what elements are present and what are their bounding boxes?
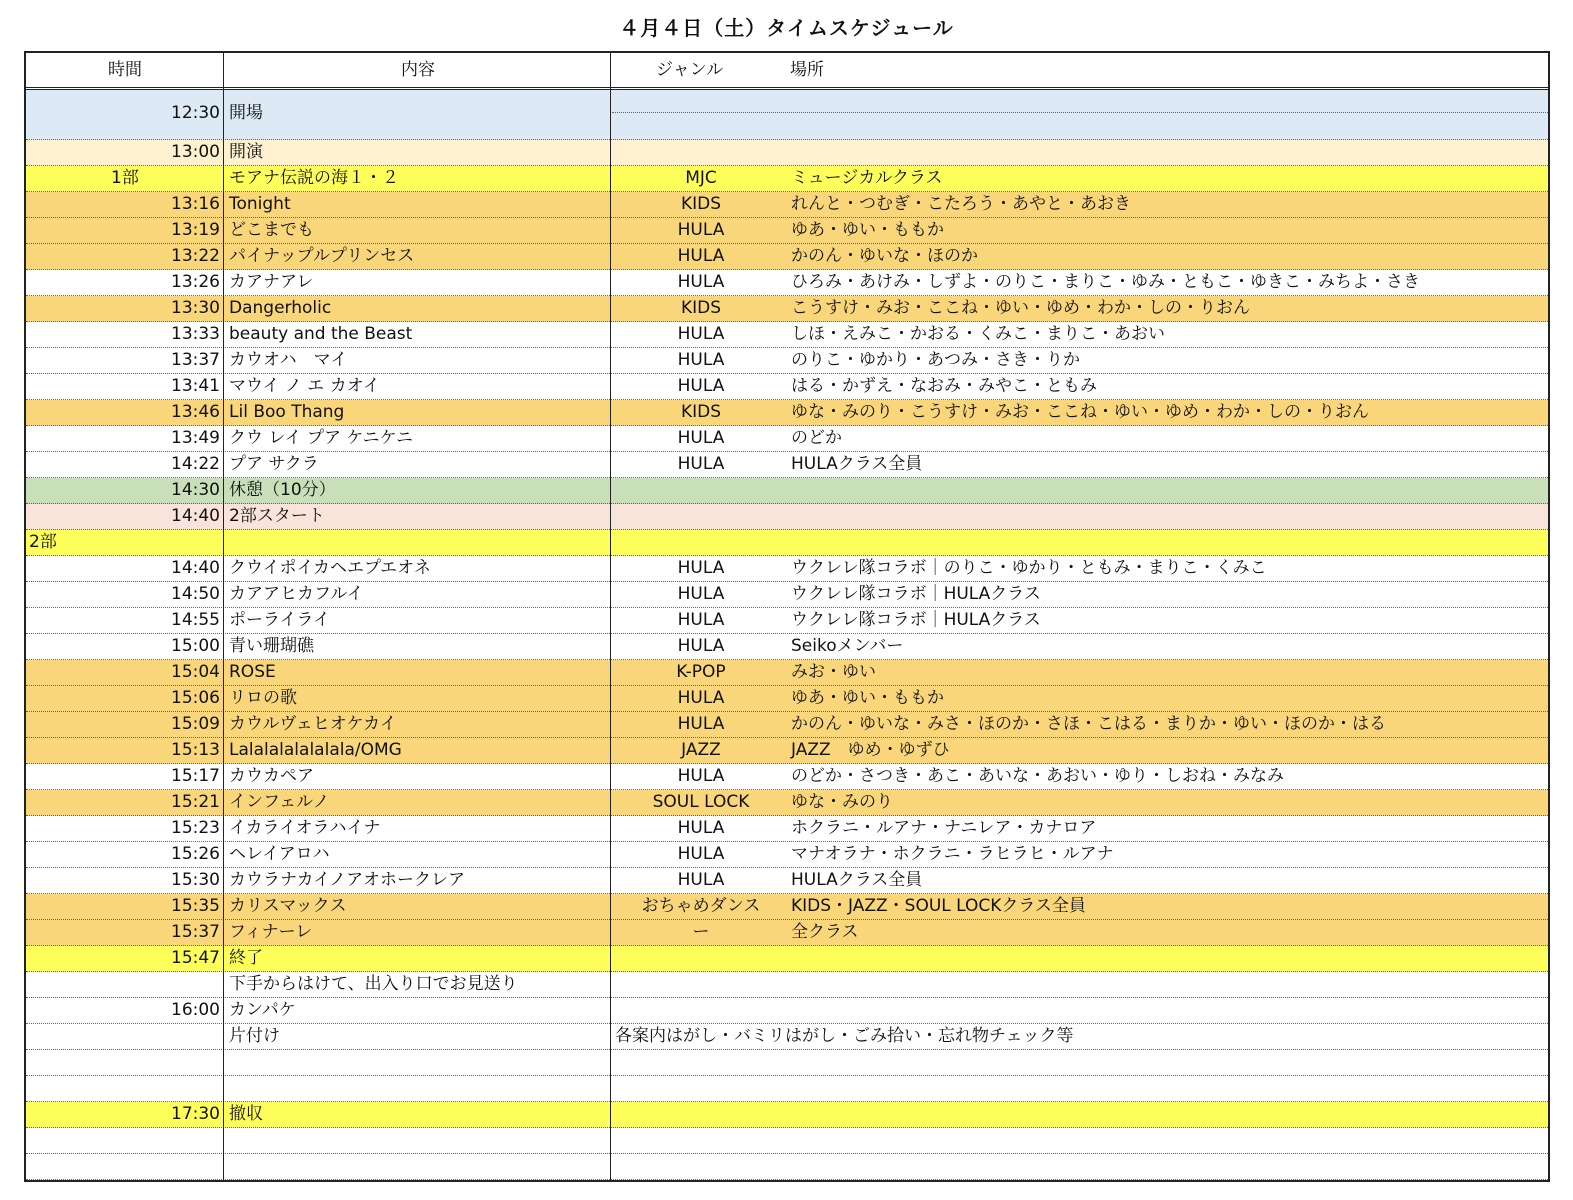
cell-genre: HULA [677,766,725,786]
cell-place: のどか [791,428,842,448]
table-row [26,608,1548,634]
cell-genre: HULA [677,636,725,656]
header-time: 時間 [108,60,142,80]
cell-place [791,946,1541,971]
schedule-table [24,51,1550,1182]
cell-content: どこまでも [229,220,314,240]
cell-content: カンパケ [229,1000,296,1020]
cell-content [229,1154,609,1179]
cell-content: 青い珊瑚礁 [229,636,314,656]
cell-genre: HULA [677,870,725,890]
cell-genre: K-POP [676,662,726,682]
cell-content: beauty and the Beast [229,324,413,344]
cell-place: HULAクラス全員 [791,454,923,474]
cell-genre [611,530,791,555]
cell-genre [611,1050,791,1075]
cell-time: 13:16 [171,194,220,214]
cell-genre: KIDS [680,402,722,422]
cell-genre [611,140,791,165]
cell-genre: HULA [677,688,725,708]
cell-place: こうすけ・みお・ここね・ゆい・ゆめ・わか・しの・りおん [791,298,1250,318]
table-row [26,816,1548,842]
table-row [26,582,1548,608]
table-row [26,218,1548,244]
table-row [26,322,1548,348]
cell-time: 2部 [29,532,57,552]
cell-content: Lalalalalalalala/OMG [229,740,402,760]
cell-place: HULAクラス全員 [791,870,923,890]
cell-place: JAZZ ゆめ・ゆずひ [791,740,950,760]
table-row [26,1024,1548,1050]
cell-content: プア サクラ [229,454,319,474]
table-row [26,998,1548,1024]
cell-place: ゆな・みのり・こうすけ・みお・ここね・ゆい・ゆめ・わか・しの・りおん [791,402,1369,422]
cell-content: カウルヴェヒオケカイ [229,714,397,734]
cell-content: リロの歌 [229,688,297,708]
cell-place [791,998,1541,1023]
cell-time: 13:22 [171,246,220,266]
cell-time: 15:00 [171,636,220,656]
table-row [26,660,1548,686]
cell-content: カウラナカイノアオホークレア [229,870,465,890]
cell-place [791,504,1541,529]
cell-content: 片付け [229,1026,280,1046]
cell-place: ひろみ・あけみ・しずよ・のりこ・まりこ・ゆみ・ともこ・ゆきこ・みちよ・さき [791,272,1420,292]
cell-place [791,972,1541,997]
cell-genre: HULA [677,558,725,578]
cell-genre: HULA [677,324,725,344]
cell-place: 全クラス [791,922,859,942]
cell-content: 終了 [229,948,263,968]
cell-time: 13:49 [171,428,220,448]
cell-genre: HULA [677,428,725,448]
cell-genre [611,1076,791,1101]
cell-time: 13:33 [171,324,220,344]
table-row [26,1128,1548,1154]
cell-content: 下手からはけて、出入り口でお見送り [229,974,518,994]
cell-time: 13:41 [171,376,220,396]
cell-genre: HULA [677,610,725,630]
cell-time [26,1154,220,1179]
cell-genre: HULA [677,584,725,604]
cell-content [229,1050,609,1075]
table-row [26,296,1548,322]
cell-content: Dangerholic [229,298,332,318]
cell-content: クウ レイ プア ケニケニ [229,428,414,448]
cell-time: 14:50 [171,584,220,604]
cell-time [26,1128,220,1153]
cell-place: マナオラナ・ホクラニ・ラヒラヒ・ルアナ [791,844,1114,864]
cell-place [791,530,1541,555]
cell-genre [611,1102,791,1127]
table-row [26,1154,1548,1180]
cell-place [791,1154,1541,1179]
cell-genre: ー [692,922,710,942]
header-content: 内容 [401,60,435,80]
column-divider [223,53,224,1180]
cell-content: カウカペア [229,766,314,786]
table-header [26,53,1548,90]
column-divider [610,53,611,1180]
cell-content: ROSE [229,662,276,682]
cell-time [26,1050,220,1075]
cell-time: 16:00 [171,1000,220,1020]
cell-time: 15:26 [171,844,220,864]
cell-content: Tonight [229,194,291,214]
table-row [26,1076,1548,1102]
cell-content: 開場 [229,103,263,123]
cell-genre [611,90,791,139]
table-row [26,790,1548,816]
cell-time: 14:55 [171,610,220,630]
cell-genre: SOUL LOCK [652,792,750,812]
cell-content: パイナップルプリンセス [229,246,415,266]
cell-time: 13:46 [171,402,220,422]
cell-content: インフェルノ [229,792,330,812]
cell-genre: HULA [677,220,725,240]
cell-time: 14:40 [171,558,220,578]
table-row [26,244,1548,270]
cell-genre [611,1128,791,1153]
cell-place: はる・かずえ・なおみ・みやこ・ともみ [791,376,1097,396]
cell-genre [611,478,791,503]
row-divider [612,112,1548,113]
cell-place [791,1128,1541,1153]
table-row [26,140,1548,166]
table-row [26,712,1548,738]
cell-place: ミュージカルクラス [791,168,943,188]
cell-place: ウクレレ隊コラボ｜のりこ・ゆかり・ともみ・まりこ・くみこ [791,558,1267,578]
cell-genre: おちゃめダンス [641,896,761,916]
cell-place: かのん・ゆいな・ほのか [791,246,978,266]
cell-genre: HULA [677,246,725,266]
table-row [26,374,1548,400]
cell-place: ゆな・みのり [791,792,893,812]
cell-content [229,1076,609,1101]
cell-time: 15:47 [171,948,220,968]
cell-genre: HULA [677,714,725,734]
table-row [26,920,1548,946]
cell-time: 13:26 [171,272,220,292]
table-row [26,556,1548,582]
cell-genre: HULA [677,376,725,396]
cell-content: カアナアレ [229,272,314,292]
cell-time: 15:30 [171,870,220,890]
cell-note: 各案内はがし・バミリはがし・ごみ拾い・忘れ物チェック等 [615,1026,1074,1046]
cell-content: 2部スタート [229,506,325,526]
table-row [26,634,1548,660]
cell-content [229,1128,609,1153]
cell-time: 15:23 [171,818,220,838]
cell-place [791,1050,1541,1075]
cell-time: 13:30 [171,298,220,318]
table-row [26,452,1548,478]
cell-time: 1部 [111,168,139,188]
cell-genre: MJC [685,168,717,188]
cell-time [26,972,220,997]
cell-content: ヘレイアロハ [229,844,330,864]
cell-time: 15:21 [171,792,220,812]
cell-genre: HULA [677,844,725,864]
cell-place: KIDS・JAZZ・SOUL LOCKクラス全員 [791,896,1086,916]
cell-time: 12:30 [171,103,220,123]
cell-place: のりこ・ゆかり・あつみ・さき・りか [791,350,1080,370]
table-row [26,504,1548,530]
cell-genre [611,998,791,1023]
table-row [26,192,1548,218]
cell-content [229,530,609,555]
cell-time: 13:00 [171,142,220,162]
cell-content: ポーライライ [229,610,330,630]
table-body [26,90,1548,1180]
cell-place: ウクレレ隊コラボ｜HULAクラス [791,584,1041,604]
cell-place: ホクラニ・ルアナ・ナニレア・カナロア [791,818,1097,838]
cell-genre: HULA [677,454,725,474]
table-row [26,166,1548,192]
table-row [26,842,1548,868]
cell-content: クウイポイカヘエプエオネ [229,558,431,578]
cell-content: マウイ ノ エ カオイ [229,376,380,396]
table-row [26,972,1548,998]
table-row [26,270,1548,296]
cell-content: カリスマックス [229,896,347,916]
table-row [26,738,1548,764]
cell-place: ウクレレ隊コラボ｜HULAクラス [791,610,1041,630]
cell-genre: HULA [677,272,725,292]
cell-place: みお・ゆい [791,662,876,682]
cell-time: 14:40 [171,506,220,526]
cell-place [791,478,1541,503]
cell-content: 休憩（10分） [229,480,336,500]
table-row [26,686,1548,712]
cell-genre: HULA [677,350,725,370]
cell-place: かのん・ゆいな・みさ・ほのか・さほ・こはる・まりか・ゆい・ほのか・はる [791,714,1386,734]
table-row [26,894,1548,920]
cell-time: 15:17 [171,766,220,786]
cell-time [26,1076,220,1101]
header-place: 場所 [790,60,824,80]
cell-place [791,90,1541,139]
table-row [26,90,1548,140]
cell-genre: KIDS [680,298,722,318]
table-row [26,400,1548,426]
table-row [26,478,1548,504]
table-row [26,946,1548,972]
cell-content: カウオハ マイ [229,350,348,370]
cell-place [791,1076,1541,1101]
cell-content: 撤収 [229,1104,263,1124]
cell-time: 15:35 [171,896,220,916]
cell-place [791,140,1541,165]
cell-genre: HULA [677,818,725,838]
cell-place: Seikoメンバー [791,636,904,656]
cell-content: 開演 [229,142,263,162]
cell-time: 17:30 [171,1104,220,1124]
cell-place: れんと・つむぎ・こたろう・あやと・あおき [791,194,1131,214]
cell-genre [611,504,791,529]
cell-genre: KIDS [680,194,722,214]
cell-content: カアアヒカフルイ [229,584,364,604]
table-row [26,348,1548,374]
cell-content: フィナーレ [229,922,313,942]
cell-place: しほ・えみこ・かおる・くみこ・まりこ・あおい [791,324,1165,344]
cell-time: 13:19 [171,220,220,240]
table-row [26,530,1548,556]
cell-place [791,1102,1541,1127]
cell-genre [611,946,791,971]
cell-time: 15:06 [171,688,220,708]
page-title: ４月４日（土）タイムスケジュール [619,16,954,40]
table-row [26,426,1548,452]
table-row [26,868,1548,894]
cell-time: 15:09 [171,714,220,734]
cell-time: 15:04 [171,662,220,682]
cell-genre: JAZZ [681,740,721,760]
header-genre: ジャンル [656,60,724,80]
cell-genre [611,972,791,997]
table-row [26,1050,1548,1076]
cell-place: のどか・さつき・あこ・あいな・あおい・ゆり・しおね・みなみ [791,766,1284,786]
cell-time: 15:13 [171,740,220,760]
cell-genre [611,1154,791,1179]
cell-content: Lil Boo Thang [229,402,345,422]
table-row [26,764,1548,790]
table-row [26,1102,1548,1128]
cell-content: イカライオラハイナ [229,818,381,838]
cell-time: 14:30 [171,480,220,500]
cell-time [26,1024,220,1049]
cell-place: ゆあ・ゆい・ももか [791,220,944,240]
cell-time: 13:37 [171,350,220,370]
cell-time: 15:37 [171,922,220,942]
cell-place: ゆあ・ゆい・ももか [791,688,944,708]
cell-content: モアナ伝説の海１・２ [229,168,399,188]
cell-time: 14:22 [171,454,220,474]
